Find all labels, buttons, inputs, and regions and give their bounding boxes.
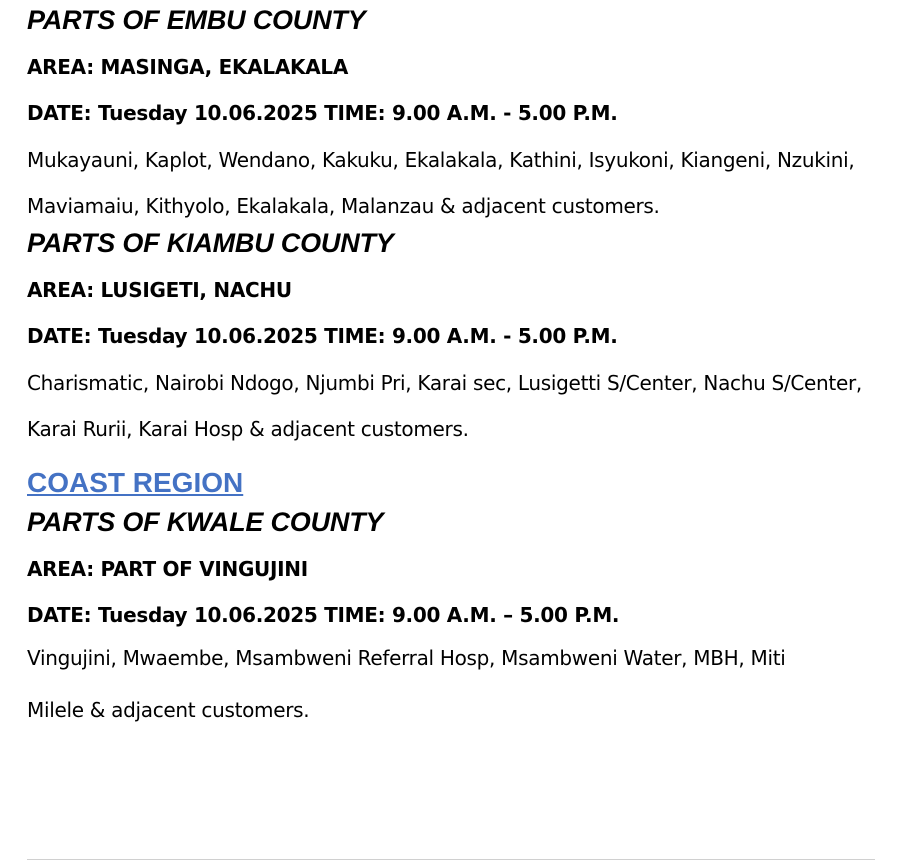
county-heading: PARTS OF KIAMBU COUNTY [27, 228, 394, 258]
date-time-line: DATE: Tuesday 10.06.2025 TIME: 9.00 A.M. - 5.00 P.M. [27, 324, 618, 348]
section-embu [27, 4, 877, 229]
area-line: AREA: PART OF VINGUJINI [27, 557, 308, 581]
affected-areas-text: Mukayauni, Kaplot, Wendano, Kakuku, Ekalakala, Kathini, Isyukoni, Kiangeni, Nzukini, Maviamaiu, Kithyolo, Ekalakala, Malanzau & adjacent customers. [27, 148, 855, 218]
area-line: AREA: MASINGA, EKALAKALA [27, 55, 349, 79]
date-time-line: DATE: Tuesday 10.06.2025 TIME: 9.00 A.M. - 5.00 P.M. [27, 101, 618, 125]
affected-areas-text: Vingujini, Mwaembe, Msambweni Referral Hosp, Msambweni Water, MBH, Miti [27, 646, 786, 670]
document-page [27, 0, 877, 722]
affected-areas-text: Charismatic, Nairobi Ndogo, Njumbi Pri, Karai sec, Lusigetti S/Center, Nachu S/Center, Karai Rurii, Karai Hosp & adjacent customers. [27, 371, 862, 441]
county-heading: PARTS OF KWALE COUNTY [27, 507, 384, 537]
affected-areas-text-continued: Milele & adjacent customers. [27, 698, 310, 722]
county-heading: PARTS OF EMBU COUNTY [27, 5, 366, 35]
bottom-divider [27, 859, 875, 860]
section-kiambu [27, 227, 877, 452]
section-kwale [27, 506, 877, 722]
date-time-line: DATE: Tuesday 10.06.2025 TIME: 9.00 A.M. – 5.00 P.M. [27, 603, 620, 627]
coast-region-link[interactable]: COAST REGION [27, 467, 244, 498]
area-line: AREA: LUSIGETI, NACHU [27, 278, 292, 302]
